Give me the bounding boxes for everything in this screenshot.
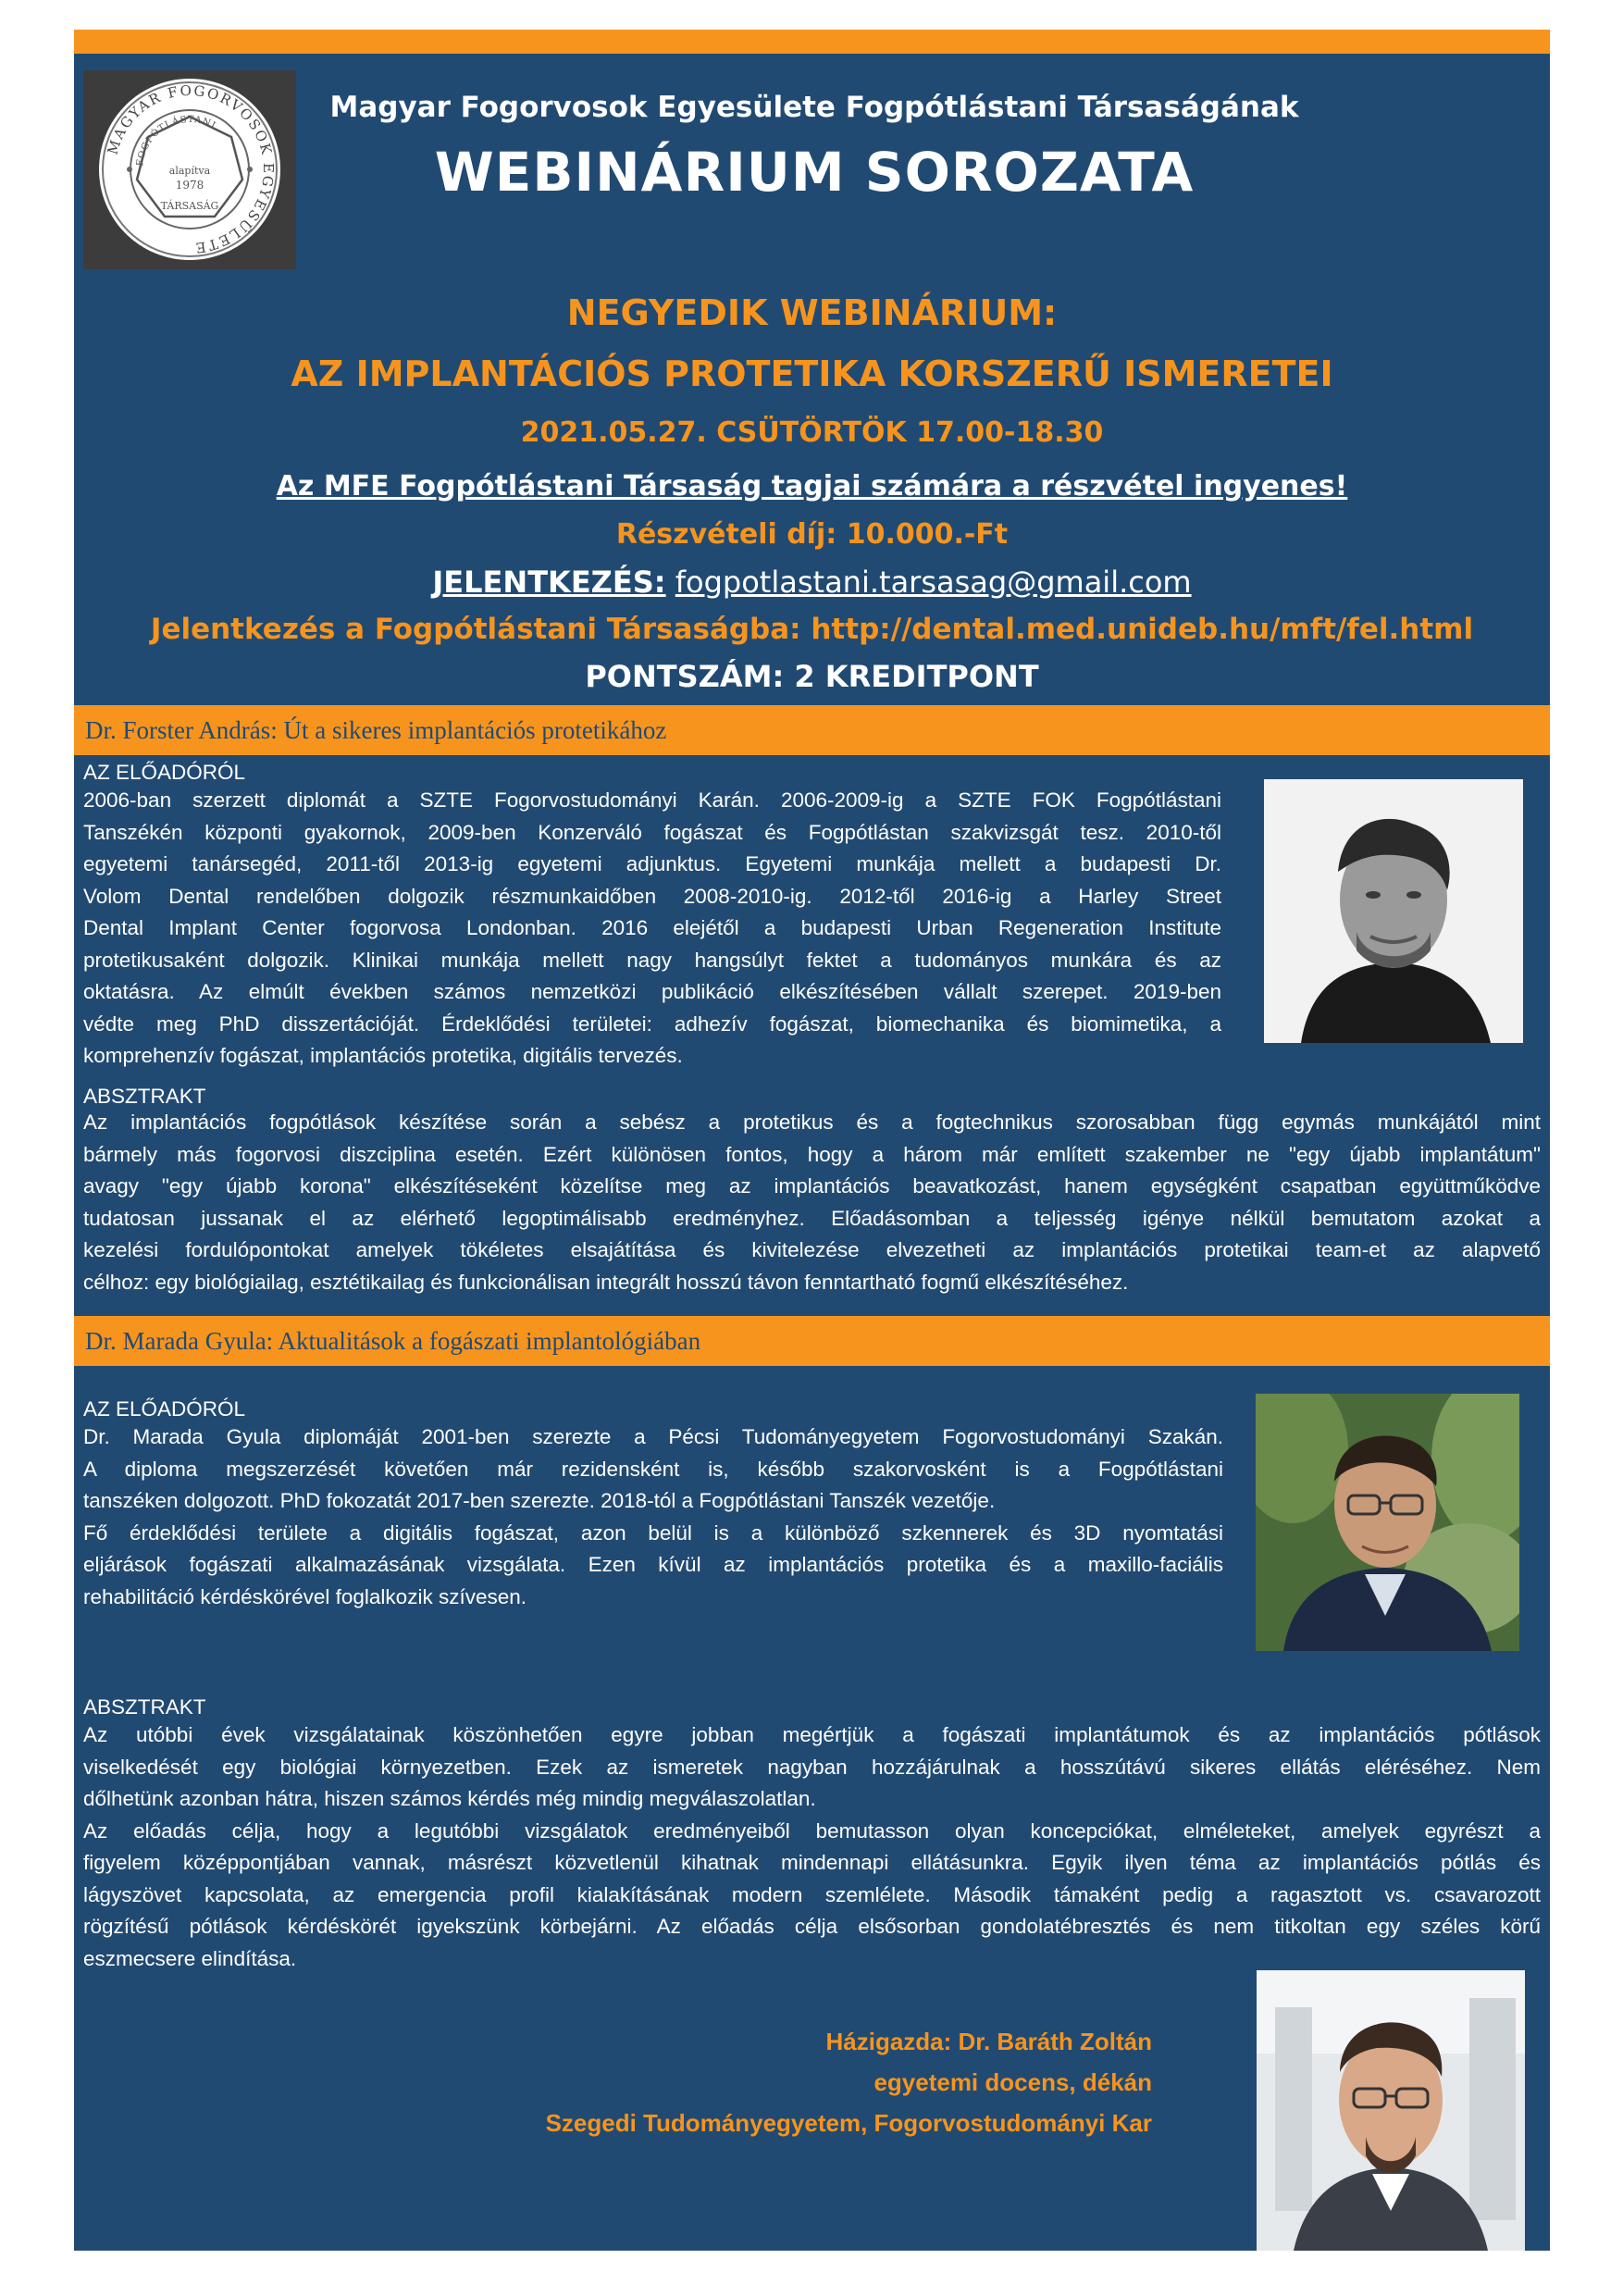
society-logo [83,70,296,269]
text-line: A diploma megszerzését követően már rezidensként is, később szakorvosként is a Fogpótlástani [83,1457,1223,1481]
talk2-abstract-heading: ABSZTRAKT [83,1695,206,1719]
webinar-datetime: 2021.05.27. CSÜTÖRTÖK 17.00-18.30 [520,416,1104,449]
webinar-title: AZ IMPLANTÁCIÓS PROTETIKA KORSZERŰ ISMERETEI [291,354,1333,394]
registration-email-link[interactable]: fogpotlastani.tarsasag@gmail.com [675,565,1192,600]
host-affiliation: Szegedi Tudományegyetem, Fogorvostudományi Kar [545,2109,1152,2137]
text-line: Fő érdeklődési területe a digitális fogászat, azon belül is a különböző szkennerek és 3D nyomtatási [83,1520,1223,1545]
text-line: figyelem középpontjában vannak, másrészt közvetlenül kihatnak mindennapi ellátásunkra. Egyik ilyen téma az implantációs pótlás és [83,1851,1541,1874]
text-line: eszmecsere elindítása. [83,1946,297,1970]
text-line: egyetemi tanársegéd, 2011-től 2013-ig egyetemi adjunktus. Egyetemi munkája mellett a budapesti Dr. [83,852,1221,875]
text-line: Dental Implant Center fogorvosa Londonban. 2016 elejétől a budapesti Urban Regeneration Institute [83,916,1221,939]
host-name: Házigazda: Dr. Baráth Zoltán [825,2028,1152,2055]
text-line: Az utóbbi évek vizsgálatainak köszönhetően egyre jobban megértjük a fogászati implantátumok és az implantációs pótlások [83,1723,1541,1746]
talk1-about-heading: AZ ELŐADÓRÓL [83,761,246,784]
text-line: Tanszékén központi gyakornok, 2009-ben Konzerváló fogászat és Fogpótlástan szakvizsgát tesz. 2010-től [83,820,1221,844]
talk2-abstract-text [83,1719,1541,1975]
host-photo [1257,1970,1525,2251]
text-line: avagy "egy újabb korona" elkészítéseként közelítse meg az implantációs beavatkozást, hanem egységként csapatban együttműködve [83,1174,1541,1198]
text-line: rehabilitáció kérdéskörével foglalkozik szívesen. [83,1584,527,1608]
text-line: eljárások fogászati alkalmazásának vizsgálata. Ezen kívül az implantációs protetika és a maxillo-faciális [83,1553,1223,1576]
poster [74,30,1550,2251]
talk2-banner: Dr. Marada Gyula: Aktualitások a fogászati implantológiában [74,1316,1550,1366]
registration-line [74,565,1550,600]
text-line: tanszéken dolgozott. PhD fokozatát 2017-ben szerezte. 2018-tól a Fogpótlástani Tanszék vezetője. [83,1489,996,1512]
registration-label: JELENTKEZÉS: [432,565,666,600]
text-line: célhoz: egy biológiailag, esztétikailag és funkcionálisan integrált hosszú távon fenntartható fogmű elkészítéséhez. [83,1270,1129,1294]
logo-inner-text: FOGPÓTLÁSTANI [135,114,218,168]
speaker1-photo [1264,779,1523,1043]
talk2-about-text [83,1421,1223,1613]
credit-points: PONTSZÁM: 2 KREDITPONT [585,659,1039,694]
text-line: Dr. Marada Gyula diplomáját 2001-ben szerezte a Pécsi Tudományegyetem Fogorvostudományi Szakán. [83,1425,1223,1448]
talk1-banner: Dr. Forster András: Út a sikeres implantációs protetikához [74,705,1550,755]
text-line: Az előadás célja, hogy a legutóbbi vizsgálatok eredményeiből bemutasson olyan koncepciókat, elméleteket, amelyek egyrészt a [83,1818,1541,1843]
text-line: védte meg PhD disszertációját. Érdeklődési területei: adhezív fogászat, biomechanika és biomimetika, a [83,1011,1221,1036]
talk2-about-heading: AZ ELŐADÓRÓL [83,1397,246,1421]
header-society: Magyar Fogorvosok Egyesülete Fogpótlástani Társaságának [329,91,1299,124]
text-line: komprehenzív fogászat, implantációs protetika, digitális tervezés. [83,1044,683,1067]
text-line: tudatosan jussanak el az elérhető legoptimálisabb eredményhez. Előadásomban a teljesség igénye nélkül bemutatom azokat a [83,1206,1541,1230]
free-participation-note: Az MFE Fogpótlástani Társaság tagjai számára a részvétel ingyenes! [276,470,1348,503]
logo-founded-label: alapítva [168,165,211,177]
logo-founded-year: 1978 [175,179,204,192]
talk1-about-text [83,785,1221,1073]
text-line: Az implantációs fogpótlások készítése során a sebész a protetikus és a fogtechnikus szorosabban függ egymás munkájától mint [83,1111,1541,1134]
text-line: Volom Dental rendelőben dolgozik részmunkaidőben 2008-2010-ig. 2012-től 2016-ig a Harley Street [83,884,1221,908]
header-series-title: WEBINÁRIUM SOROZATA [434,141,1195,204]
logo-ring-text: MAGYAR FOGORVOSOK EGYESÜLETE [104,81,278,257]
top-accent-bar [74,30,1550,54]
talk1-abstract-heading: ABSZTRAKT [83,1085,206,1108]
host-title: egyetemi docens, dékán [873,2068,1152,2096]
text-line: oktatásra. Az elmúlt években számos nemzetközi publikáció elkészítésében vállalt szerepet. 2019-ben [83,980,1221,1003]
text-line: protetikusaként dolgozik. Klinikai munkája mellett nagy hangsúlyt fektet a tudományos munkára és az [83,948,1221,972]
logo-society-text: TÁRSASÁG [160,200,219,212]
webinar-number: NEGYEDIK WEBINÁRIUM: [566,292,1058,333]
speaker2-photo [1256,1394,1519,1651]
text-line: lágyszövet kapcsolata, az emergencia profil kialakításának modern szemlélete. Második támaként pedig a ragasztott vs. csavarozott [83,1882,1541,1906]
text-line: bármely más fogorvosi diszciplina esetén. Ezért különösen fontos, hogy a három már említett szakember ne "egy újabb implantátum" [83,1142,1541,1166]
participation-fee: Részvételi díj: 10.000.-Ft [615,518,1009,551]
text-line: dőlhetünk azonban hátra, hiszen számos kérdés még mindig megválaszolatlan. [83,1787,816,1810]
text-line: rögzítésű pótlások kérdéskörét igyekszünk körbejárni. Az előadás célja elsősorban gondolatébresztés és nem titkoltan egy széles körű [83,1915,1541,1938]
text-line: viselkedését egy biológiai környezetben. Ezek az ismeretek nagyban hozzájárulnak a hosszútávú sikeres ellátás eléréséhez. Nem [83,1755,1541,1779]
talk1-abstract-text [83,1107,1541,1298]
join-society-link[interactable]: Jelentkezés a Fogpótlástani Társaságba: http://dental.med.unideb.hu/mft/fel.html [150,613,1474,646]
text-line: 2006-ban szerzett diplomát a SZTE Fogorvostudományi Karán. 2006-2009-ig a SZTE FOK Fogpótlástani [83,788,1221,812]
text-line: kezelési fordulópontokat amelyek tökéletes elsajátítása és kivitelezése elvezetheti az implantációs protetikai team-et az alapvető [83,1238,1541,1261]
